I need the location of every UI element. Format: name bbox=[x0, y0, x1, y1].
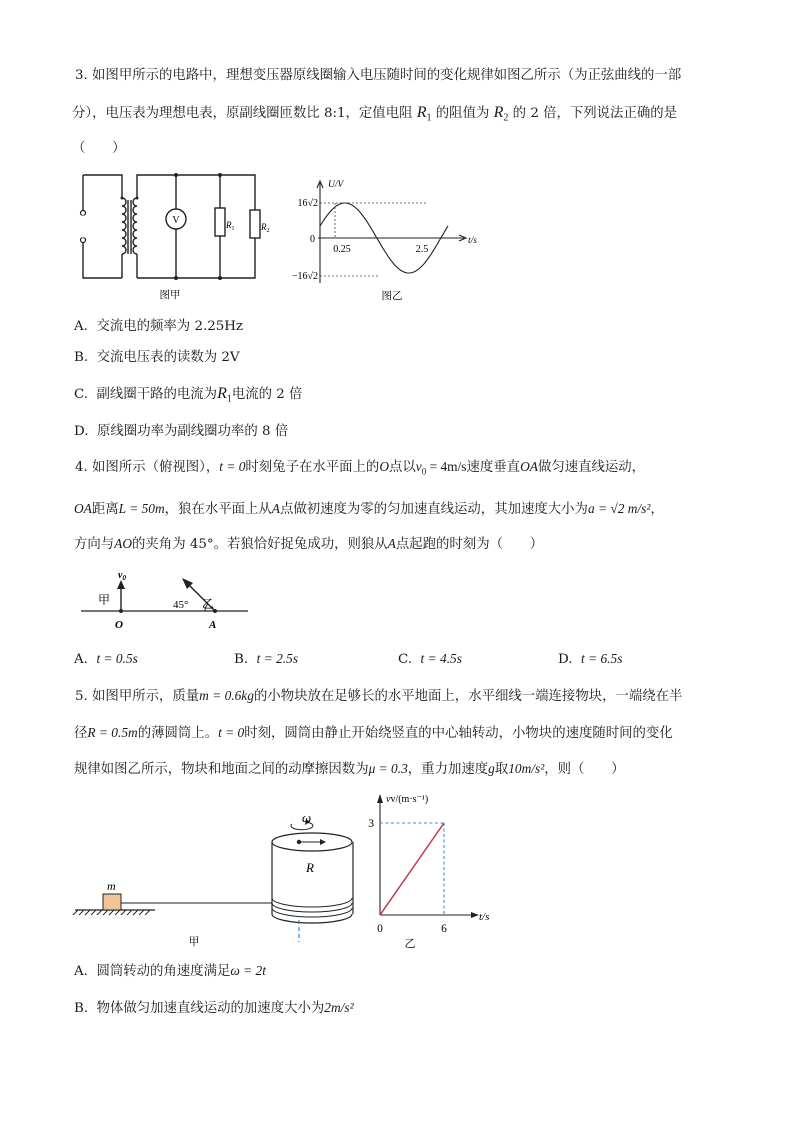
q3-option-a[interactable]: A. 交流电的频率为 2.25Hz bbox=[74, 319, 243, 334]
tick-origin: 0 bbox=[310, 234, 315, 245]
angle-label: 45° bbox=[173, 599, 189, 611]
q3-option-d[interactable]: D. 原线圈功率为副线圈功率的 8 倍 bbox=[74, 424, 289, 439]
q3-line1: 3. 如图甲所示的电路中，理想变压器原线圈输入电压随时间的变化规律如图乙所示（为正弦曲线的一部 bbox=[75, 68, 682, 83]
vt-tick-6: 6 bbox=[441, 923, 447, 935]
block-m-label: m bbox=[107, 879, 116, 893]
q5-fig-b-caption: 乙 bbox=[404, 937, 416, 950]
waveform-y-label: U/V bbox=[328, 180, 344, 190]
q3-option-c[interactable]: C. 副线圈干路的电流为$R_1$电流的 2 倍 bbox=[74, 385, 303, 405]
q5-fig-a-caption: 甲 bbox=[188, 935, 200, 948]
q4-diagram bbox=[78, 565, 258, 635]
r2-label: $R_2$ bbox=[261, 222, 270, 234]
radius-label: R bbox=[306, 860, 314, 875]
voltmeter-label: V bbox=[172, 215, 180, 226]
q5-option-b[interactable]: B. 物体做匀加速直线运动的加速度大小为2m/s² bbox=[74, 1000, 354, 1016]
vt-x-label: t/s bbox=[479, 911, 490, 923]
yi-label: 乙 bbox=[202, 597, 215, 611]
q4-option-b[interactable]: B. t = 2.5s bbox=[234, 651, 299, 667]
q5-vt-graph bbox=[358, 788, 508, 950]
q3-line2: 分），电压表为理想电表，原副线圈匝数比 8:1，定值电阻 $R_1$ 的阻值为 $R_2$ 的 2 倍，下列说法正确的是 bbox=[72, 104, 678, 124]
q5-line2: 径R = 0.5m的薄圆筒上。t = 0时刻，圆筒由静止开始绕竖直的中心轴转动，小物块的速度随时间的变化 bbox=[74, 725, 673, 741]
vt-tick-origin: 0 bbox=[377, 923, 383, 935]
q4-option-c[interactable]: C. t = 4.5s bbox=[398, 651, 462, 667]
r1-label: $R_1$ bbox=[226, 220, 235, 232]
q3-circuit-diagram bbox=[70, 168, 270, 303]
v0-label: $v_0$ bbox=[118, 570, 126, 582]
q4-option-a[interactable]: A. t = 0.5s bbox=[74, 651, 138, 667]
q5-cylinder-diagram bbox=[70, 810, 340, 950]
point-a-label: A bbox=[209, 619, 217, 631]
q4-line3: 方向与AO的夹角为 45°。若狼恰好捉兔成功，则狼从A点起跑的时刻为（ ） bbox=[74, 536, 544, 552]
vt-tick-3: 3 bbox=[368, 818, 374, 830]
q4-line1: 4. 如图所示（俯视图），t = 0时刻兔子在水平面上的O点以$v_0 = 4m/s$速度垂直OA做匀速直线运动， bbox=[75, 459, 646, 477]
jia-label: 甲 bbox=[98, 593, 111, 607]
tick-t1: 0.25 bbox=[333, 244, 351, 255]
point-o-label: O bbox=[115, 619, 123, 631]
tick-t2: 2.5 bbox=[415, 244, 429, 255]
fig-b-caption: 图乙 bbox=[381, 290, 403, 302]
q4-option-d[interactable]: D. t = 6.5s bbox=[558, 651, 623, 667]
q5-option-a[interactable]: A. 圆筒转动的角速度满足ω = 2t bbox=[74, 963, 266, 979]
tick-bottom: −16√2 bbox=[291, 271, 318, 282]
waveform-x-label: t/s bbox=[468, 236, 477, 246]
q5-line1: 5. 如图甲所示，质量m = 0.6kg的小物块放在足够长的水平地面上，水平细线一端连接物块，一端绕在半 bbox=[75, 688, 683, 704]
omega-label: ω bbox=[302, 810, 312, 825]
q3-voltage-waveform bbox=[284, 175, 494, 305]
vt-y-label: vv/(m·s⁻¹) bbox=[386, 794, 429, 805]
q5-line3: 规律如图乙所示，物块和地面之间的动摩擦因数为μ = 0.3，重力加速度g取10m/s²，则（ ） bbox=[74, 761, 625, 777]
vt-line bbox=[380, 823, 444, 915]
q3-option-b[interactable]: B. 交流电压表的读数为 2V bbox=[74, 350, 240, 365]
q4-line2: OA距离L = 50m，狼在水平面上从A点做初速度为零的匀加速直线运动，其加速度大小为a = √2 m/s²， bbox=[74, 501, 664, 517]
tick-top: 16√2 bbox=[297, 198, 318, 209]
fig-a-caption: 图甲 bbox=[159, 289, 181, 301]
q3-answer-paren: （ ） bbox=[72, 141, 126, 156]
